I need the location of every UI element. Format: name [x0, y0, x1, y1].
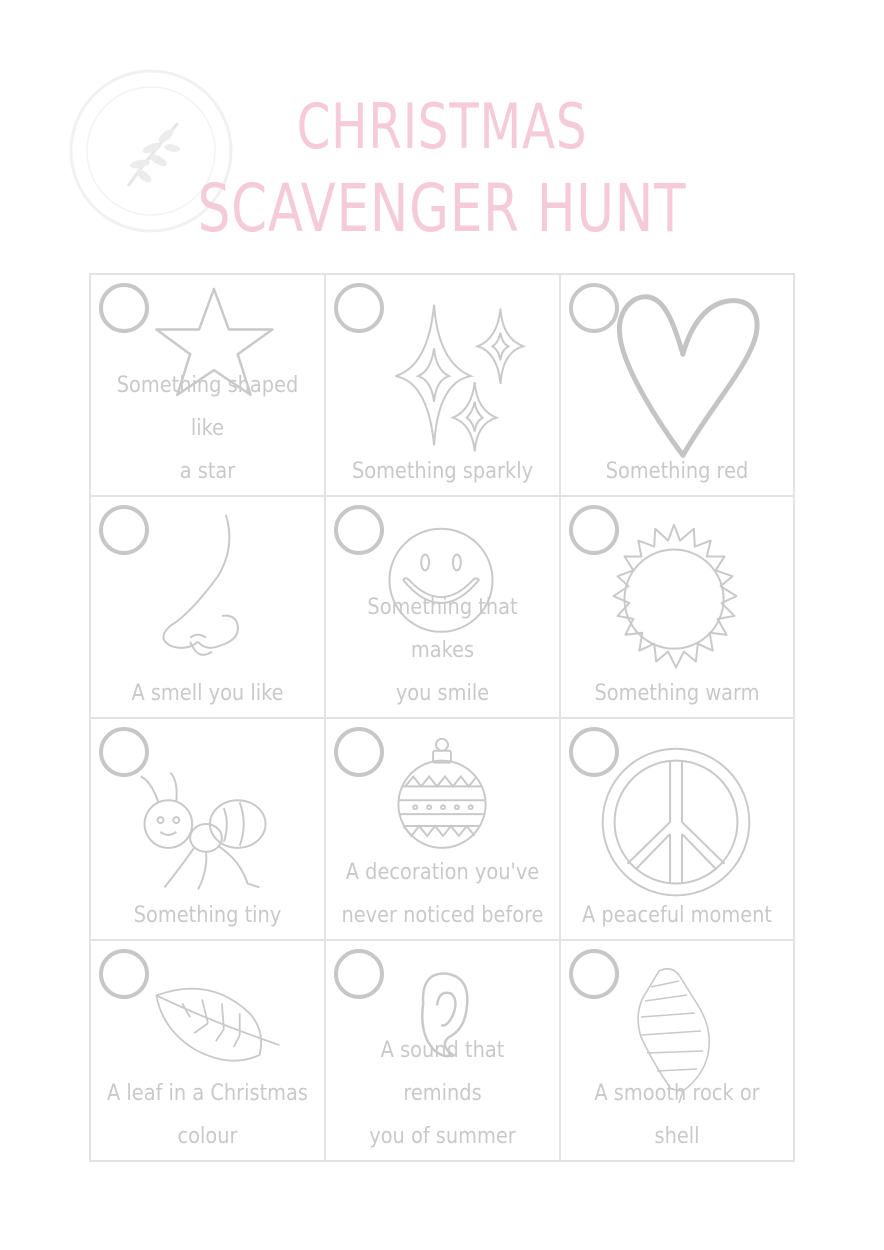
item-checkbox[interactable] [334, 949, 384, 999]
hunt-item-star [91, 275, 326, 497]
item-checkbox[interactable] [569, 283, 619, 333]
item-checkbox[interactable] [99, 505, 149, 555]
item-label: Something warm [594, 681, 760, 706]
item-label: Something tiny [133, 903, 282, 928]
hunt-item-red [561, 275, 793, 497]
hunt-item-shell [561, 941, 793, 1160]
item-label: Something sparkly [351, 459, 534, 484]
item-label: A decoration you've never noticed before [341, 860, 544, 928]
title-line-2: SCAVENGER HUNT [197, 170, 687, 247]
scavenger-grid [89, 273, 795, 1162]
item-checkbox[interactable] [569, 505, 619, 555]
item-checkbox[interactable] [99, 283, 149, 333]
hunt-item-smile [326, 497, 561, 719]
hunt-item-sparkly [326, 275, 561, 497]
hunt-item-smell [91, 497, 326, 719]
item-label: Something that makes you smile [367, 595, 518, 706]
item-label: A leaf in a Christmas colour [107, 1081, 308, 1149]
hunt-item-warm [561, 497, 793, 719]
item-checkbox[interactable] [569, 949, 619, 999]
item-label: A smell you like [131, 681, 284, 706]
item-checkbox[interactable] [334, 283, 384, 333]
item-label: A sound that reminds you of summer [369, 1038, 516, 1149]
title-line-1: CHRISTMAS [296, 90, 588, 163]
hunt-item-decoration [326, 719, 561, 941]
item-label: A smooth rock or shell [594, 1081, 760, 1149]
item-label: A peaceful moment [582, 903, 772, 928]
item-checkbox[interactable] [99, 949, 149, 999]
hunt-item-peaceful [561, 719, 793, 941]
item-label: Something shaped like a star [116, 373, 299, 484]
hunt-item-leaf [91, 941, 326, 1160]
item-checkbox[interactable] [334, 505, 384, 555]
item-checkbox[interactable] [99, 727, 149, 777]
hunt-item-tiny [91, 719, 326, 941]
hunt-item-sound [326, 941, 561, 1160]
item-checkbox[interactable] [334, 727, 384, 777]
item-checkbox[interactable] [569, 727, 619, 777]
item-label: Something red [605, 459, 749, 484]
